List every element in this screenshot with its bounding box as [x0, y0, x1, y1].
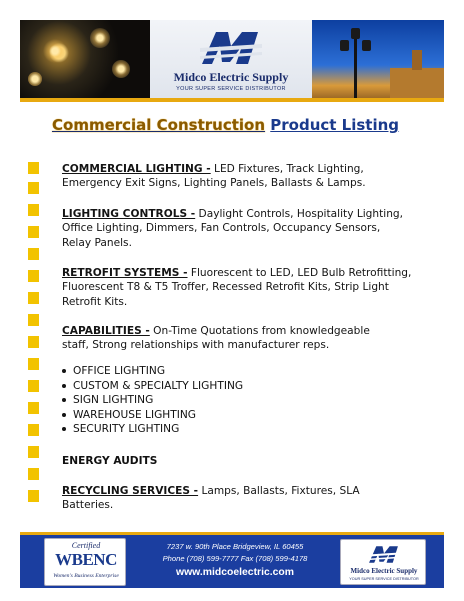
- accent-bar: [28, 248, 39, 260]
- accent-bar: [28, 424, 39, 436]
- phone-fax: Phone (708) 599-7777 Fax (708) 599-4178: [162, 554, 308, 563]
- accent-bar: [28, 380, 39, 392]
- footer-logo: [340, 539, 426, 585]
- footer-logo-name: Midco Electric Supply: [350, 567, 418, 575]
- bullet-icon: [62, 369, 66, 373]
- midco-m-logo-icon: [198, 26, 264, 68]
- company-tagline: YOUR SUPER SERVICE DISTRIBUTOR: [176, 86, 286, 92]
- section-heading: LIGHTING CONTROLS -: [62, 208, 196, 220]
- list-item: CUSTOM & SPECIALTY LIGHTING: [60, 379, 243, 394]
- accent-bar: [28, 490, 39, 502]
- company-name: Midco Electric Supply: [173, 70, 289, 84]
- section-text: Office Lighting, Dimmers, Fan Controls, Occupancy Sensors,: [62, 222, 381, 235]
- light-bulbs-photo: [20, 20, 150, 102]
- section-text: Emergency Exit Signs, Lighting Panels, Ballasts & Lamps.: [62, 177, 366, 190]
- section-text: Fluorescent to LED, LED Bulb Retrofitting,: [187, 267, 412, 279]
- badge-subtitle: Women's Business Enterprise: [53, 573, 119, 579]
- lamp-post-icon: [354, 34, 357, 102]
- footer-logo-tagline: YOUR SUPER SERVICE DISTRIBUTOR: [349, 577, 419, 581]
- bullet-icon: [62, 413, 66, 417]
- accent-bar: [28, 182, 39, 194]
- list-item: SECURITY LIGHTING: [60, 422, 243, 437]
- accent-bar: [28, 270, 39, 282]
- section-retrofit-systems: [62, 266, 428, 309]
- bullet-icon: [62, 398, 66, 402]
- company-logo: [150, 20, 312, 102]
- flyer-page: [20, 20, 444, 588]
- wbenc-badge: [44, 538, 126, 586]
- badge-wbenc: WBENC: [55, 550, 117, 569]
- street-lamp-photo: [312, 20, 444, 102]
- section-recycling-services: [62, 484, 428, 513]
- bullet-icon: [62, 384, 66, 388]
- contact-info: [146, 541, 324, 565]
- page-title: [52, 116, 399, 134]
- section-heading: COMMERCIAL LIGHTING -: [62, 163, 211, 175]
- section-text: Batteries.: [62, 499, 114, 512]
- section-lighting-controls: [62, 207, 428, 250]
- accent-bar: [28, 402, 39, 414]
- footer-bar: [20, 532, 444, 588]
- address: 7237 w. 90th Place Bridgeview, IL 60455: [166, 542, 304, 551]
- accent-bar: [28, 358, 39, 370]
- section-text: Retrofit Kits.: [62, 295, 128, 308]
- section-text: LED Fixtures, Track Lighting,: [210, 163, 364, 175]
- header-banner: [20, 20, 444, 102]
- section-capabilities: [62, 324, 428, 353]
- section-text: Lamps, Ballasts, Fixtures, SLA: [198, 485, 360, 497]
- bullet-icon: [62, 427, 66, 431]
- section-heading: RECYCLING SERVICES -: [62, 485, 199, 497]
- section-text: Daylight Controls, Hospitality Lighting,: [195, 208, 404, 220]
- list-item: OFFICE LIGHTING: [60, 364, 243, 379]
- title-part-1: Commercial Construction: [52, 116, 266, 134]
- accent-bar: [28, 468, 39, 480]
- section-heading: CAPABILITIES -: [62, 325, 150, 337]
- midco-m-logo-icon: [367, 543, 401, 565]
- badge-certified: Certified: [71, 541, 101, 550]
- section-text: On-Time Quotations from knowledgeable: [149, 325, 370, 337]
- accent-bar: [28, 292, 39, 304]
- accent-bar: [28, 314, 39, 326]
- capabilities-list: [60, 364, 243, 437]
- section-text: staff, Strong relationships with manufacturer reps.: [62, 339, 330, 352]
- accent-bar: [28, 226, 39, 238]
- accent-bar: [28, 162, 39, 174]
- accent-bar: [28, 336, 39, 348]
- section-text: Relay Panels.: [62, 236, 132, 249]
- accent-bar: [28, 204, 39, 216]
- section-heading: RETROFIT SYSTEMS -: [62, 267, 188, 279]
- section-text: Fluorescent T8 & T5 Troffer, Recessed Retrofit Kits, Strip Light: [62, 281, 389, 294]
- list-item: WAREHOUSE LIGHTING: [60, 408, 243, 423]
- accent-bar: [28, 446, 39, 458]
- header-divider: [20, 98, 444, 102]
- section-commercial-lighting: [62, 162, 428, 191]
- website-link[interactable]: www.midcoelectric.com: [176, 567, 294, 578]
- title-part-2: Product Listing: [270, 116, 400, 134]
- list-item: SIGN LIGHTING: [60, 393, 243, 408]
- energy-audits-heading: ENERGY AUDITS: [62, 455, 158, 467]
